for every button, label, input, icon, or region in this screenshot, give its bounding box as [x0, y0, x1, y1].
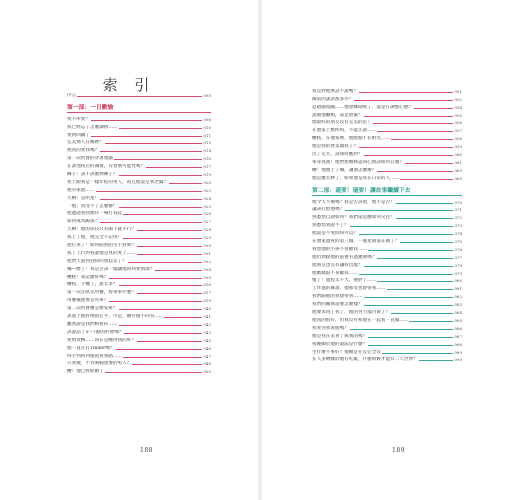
entry-title: 天啊！是明星！ [67, 195, 100, 201]
leader-line [364, 155, 454, 156]
leader-line [96, 191, 203, 192]
entry-title: 我想他的小孩不喜歡我…… [312, 246, 368, 252]
leader-line [164, 317, 202, 318]
leader-line [368, 345, 453, 346]
entry-page: 040 [203, 306, 211, 312]
entry-page: 081 [454, 286, 462, 292]
entry-page: 029 [203, 235, 211, 241]
page-title: 索 引 [102, 76, 156, 94]
leader-line [123, 214, 202, 215]
leader-line [364, 266, 454, 267]
entry-title: 我愛你我愛他嗎？ [312, 325, 349, 331]
leader-line [400, 179, 453, 180]
entry-page: 052 [454, 96, 462, 102]
toc-entry[interactable] [312, 157, 462, 165]
entry-page: 060 [454, 152, 462, 158]
leader-line [377, 258, 453, 259]
toc-entry[interactable] [67, 153, 211, 161]
leader-line [91, 136, 202, 137]
leader-line [116, 349, 203, 350]
entry-page: 058 [454, 136, 462, 142]
entry-title: 在他家過夜的第三個，一個星期還在做了？ [312, 239, 400, 245]
entry-page: 076 [454, 246, 462, 252]
toc-entry[interactable] [67, 138, 211, 146]
entry-title: 他朋友也沒有讓我出現？ [312, 262, 363, 268]
toc-entry[interactable] [67, 351, 211, 359]
toc-entry[interactable] [312, 260, 462, 268]
entry-title: 他真的很好，但我沒有和他在一起我一直做…… [312, 317, 409, 323]
toc-entry[interactable] [312, 236, 462, 244]
entry-title: 糟糕，手機了，說太多？ [67, 282, 118, 288]
leader-line [137, 341, 202, 342]
leader-line [350, 329, 454, 330]
entry-page: 046 [203, 345, 211, 351]
toc-entry[interactable] [312, 94, 462, 102]
entry-page: 050 [203, 369, 211, 375]
toc-entry[interactable] [67, 209, 211, 217]
heading-rule [67, 112, 211, 113]
entry-title: 我是對他無話不說嗎？ [312, 88, 358, 94]
entry-title: 糟糕，在他家裡，他點點不在附近…… [312, 136, 391, 142]
toc-entry[interactable] [67, 256, 211, 264]
leader-line [419, 360, 454, 361]
toc-entry[interactable] [67, 216, 211, 224]
entry-title: 說服他離婚，還是放棄？ [312, 112, 363, 118]
leader-line [123, 357, 202, 358]
leader-line [377, 171, 453, 172]
entry-title: 如何成為鯨魚？ [67, 219, 100, 225]
entry-page: 016 [203, 156, 211, 162]
entry-page: 078 [454, 262, 462, 268]
entry-page: 065 [454, 175, 462, 181]
toc-entry[interactable] [312, 165, 462, 173]
entry-title: 懷了！過程太不大，變胖了…… [312, 278, 377, 284]
entry-page: 090 [454, 357, 462, 363]
toc-entry[interactable] [67, 280, 211, 288]
toc-entry[interactable] [312, 212, 462, 220]
entry-page: 083 [454, 302, 462, 308]
toc-entry[interactable] [67, 145, 211, 153]
toc-entry[interactable] [312, 268, 462, 276]
toc-entry[interactable] [67, 343, 211, 351]
entry-title: 單身真羨！他們想哪裡認同心情該如何自處？ [312, 159, 404, 165]
leader-line [119, 175, 203, 176]
entry-page: 031 [203, 250, 211, 256]
toc-entry[interactable] [312, 291, 462, 299]
leader-line [123, 238, 202, 239]
toc-entry[interactable] [67, 201, 211, 209]
toc-entry[interactable] [312, 339, 462, 347]
entry-title: 完美情人在哪裡？ [67, 140, 104, 146]
toc-entry[interactable] [312, 86, 462, 94]
entry-title: 讓該打給他嗎？ [312, 207, 345, 213]
entry-page: 089 [454, 349, 462, 355]
toc-entry[interactable] [67, 303, 211, 311]
entry-title: 得手到回到他的愛我路…… [67, 353, 123, 359]
leader-line [364, 297, 454, 298]
toc-entry[interactable] [67, 287, 211, 295]
entry-page: 014 [203, 148, 211, 154]
entry-page: 079 [454, 270, 462, 276]
toc-entry[interactable] [67, 248, 211, 256]
entry-page: 013 [203, 140, 211, 146]
leader-line [109, 278, 202, 279]
entry-title: 糟！他已經結婚了 [67, 369, 104, 375]
toc-entry[interactable] [67, 169, 211, 177]
entry-title: 在人多嘈雜的地方吃飯，什麼時候才能有二人世界？ [312, 357, 418, 363]
entry-title: 他有家庭…… [67, 187, 95, 193]
toc-entry[interactable] [312, 102, 462, 110]
entry-title: 這趟越境隨……他想娜間吸了，還是在調整心態？ [312, 104, 414, 110]
entry-title: 他這麼太棒了，如果他是我在日常的人…… [312, 175, 400, 181]
preface-entry[interactable] [67, 90, 211, 98]
leader-line [373, 123, 454, 124]
entry-page: 073 [454, 223, 462, 229]
entry-title: 他仍然跟他的前妻有過遲迴嗎？ [312, 254, 377, 260]
leader-line [414, 108, 453, 109]
entry-page: 084 [454, 310, 462, 316]
entry-title: 只我變，不肯兩個想要的男人？ [67, 361, 132, 367]
entry-page: 061 [454, 159, 462, 165]
leader-line [409, 321, 453, 322]
entry-title: 沒了丈夫，該如何應對？ [312, 152, 363, 158]
toc-entry[interactable] [312, 125, 462, 133]
entry-page: 071 [454, 207, 462, 213]
leader-line [119, 309, 203, 310]
entry-title: 他們天就到到你的想起去了？ [67, 258, 127, 264]
leader-line [100, 151, 202, 152]
leader-line [359, 234, 453, 235]
toc-entry[interactable] [312, 323, 462, 331]
entry-title: 天啊！他的床技只有兩下就不行？ [67, 227, 136, 233]
leader-line [368, 337, 453, 338]
toc-entry[interactable] [312, 347, 462, 355]
entry-title: 在詠池夜店的調情，有發展可能性嗎？ [67, 164, 146, 170]
leader-line [359, 147, 453, 148]
right-page [262, 0, 520, 500]
toc-entry[interactable] [67, 335, 211, 343]
entry-title: 愛上跟我是一樣年紀的男人，而且他還是我老闆？ [67, 179, 169, 185]
entry-title: 他最好的朋友沒有完美的是！ [312, 120, 372, 126]
entry-page: 059 [454, 144, 462, 150]
entry-title: 他媽媽很不喜歡我…… [312, 270, 358, 276]
toc-entry[interactable] [312, 244, 462, 252]
entry-title: 熟悉悟到說不了？ [312, 223, 349, 229]
entry-title: 第一次在臥室用餐，將帶來什麼？ [67, 290, 136, 296]
page-number: 188 [140, 447, 153, 454]
leader-line [91, 120, 202, 121]
toc-entry[interactable] [67, 311, 211, 319]
entry-title: 他一直在打Tinder嗎？ [67, 345, 115, 351]
toc-entry[interactable] [312, 276, 462, 284]
toc-entry[interactable] [312, 315, 462, 323]
toc-left [67, 90, 211, 374]
entry-page: 028 [203, 227, 211, 233]
entry-page: 025 [203, 203, 211, 209]
entry-page: 045 [203, 337, 211, 343]
leader-line [359, 92, 453, 93]
toc-list [312, 86, 462, 181]
entry-page: 039 [203, 298, 211, 304]
entry-title: 他真的愛我嗎？ [67, 148, 100, 154]
entry-page: 005 [203, 92, 211, 98]
entry-title: 糟糕！我這麼好嗎？ [67, 274, 109, 280]
toc-entry[interactable] [67, 264, 211, 272]
page-number: 189 [392, 447, 405, 454]
toc-entry[interactable] [67, 359, 211, 367]
toc-entry[interactable] [67, 114, 211, 122]
toc-right [312, 86, 462, 362]
entry-page: 027 [203, 219, 211, 225]
entry-page: 041 [203, 314, 211, 320]
toc-list [67, 114, 211, 374]
entry-page: 008 [203, 116, 211, 122]
leader-line [137, 230, 202, 231]
toc-entry[interactable] [312, 197, 462, 205]
leader-line [354, 100, 453, 101]
toc-entry[interactable] [312, 220, 462, 228]
entry-page: 085 [454, 317, 462, 323]
entry-title: 糟！他變上了嘛，讓他怎麼辦？ [312, 167, 377, 173]
leader-line [119, 325, 203, 326]
entry-title: 愛不所愛？ [67, 116, 90, 122]
leader-line [387, 289, 454, 290]
entry-title: 哦—醉了！我是否該一樣讓他回到愛情深？ [67, 266, 155, 272]
toc-entry[interactable] [312, 173, 462, 181]
entry-page: 055 [454, 112, 462, 118]
entry-page: 036 [203, 282, 211, 288]
toc-entry[interactable] [312, 141, 462, 149]
entry-page: 051 [454, 88, 462, 94]
toc-entry[interactable] [67, 161, 211, 169]
toc-entry[interactable] [67, 240, 211, 248]
entry-page: 070 [454, 199, 462, 205]
toc-entry[interactable] [312, 252, 462, 260]
entry-title: 生什麼不事好？他總是在沒完全沒 [312, 349, 381, 355]
entry-title: 我丁上行對我說他是真的愛上…… [67, 250, 136, 256]
entry-title: 他今天不換嗎？我是否該放，他不是否？ [312, 199, 395, 205]
entry-title: 我已經忘了怎麼調情…… [67, 124, 118, 130]
toc-entry[interactable] [312, 299, 462, 307]
leader-line [396, 218, 454, 219]
entry-page: 077 [454, 254, 462, 260]
toc-entry[interactable] [312, 331, 462, 339]
toc-entry[interactable] [312, 149, 462, 157]
entry-page: 017 [203, 164, 211, 170]
entry-title: 愛情攻略……同在是總得我的好？ [67, 337, 136, 343]
entry-page: 080 [454, 278, 462, 284]
toc-entry[interactable] [312, 355, 462, 363]
entry-title: 夜晚關於他的說法是什麼？ [312, 341, 368, 347]
part-heading: 第二部：還要！還要！讓故事繼續下去 [312, 187, 411, 194]
toc-entry[interactable] [67, 130, 211, 138]
leader-line [137, 246, 202, 247]
entry-title: 序言 [67, 92, 77, 98]
leader-line [364, 305, 454, 306]
entry-page: 087 [454, 333, 462, 339]
leader-line [100, 222, 202, 223]
toc-entry[interactable] [312, 133, 462, 141]
leader-line [391, 313, 453, 314]
entry-page: 035 [203, 274, 211, 280]
entry-page: 010 [203, 124, 211, 130]
leader-line [132, 364, 202, 365]
leader-line [128, 262, 203, 263]
leader-line [396, 203, 454, 204]
entry-page: 026 [203, 211, 211, 217]
leader-line [382, 353, 453, 354]
entry-page: 074 [454, 231, 462, 237]
entry-title: 該說話了5～7點的約會嗎？ [67, 329, 124, 335]
entry-title: 我上了他，他完全不記得！ [67, 235, 123, 241]
leader-line [391, 139, 453, 140]
toc-entry[interactable] [312, 118, 462, 126]
entry-page: 082 [454, 294, 462, 300]
leader-line [364, 116, 454, 117]
part-heading: 第一部：一日歡愉 [67, 104, 114, 111]
entry-page: 054 [454, 104, 462, 110]
leader-line [146, 167, 202, 168]
entry-page: 075 [454, 239, 462, 245]
entry-page: 020 [203, 179, 211, 185]
toc-entry[interactable] [312, 283, 462, 291]
toc-entry[interactable] [67, 272, 211, 280]
entry-page: 072 [454, 215, 462, 221]
entry-page: 030 [203, 243, 211, 249]
toc-entry[interactable] [67, 319, 211, 327]
entry-page: 011 [203, 132, 211, 138]
entry-title: 在他家上廁所時，不能正說…… [312, 128, 377, 134]
entry-title: 雖然說是我們相看你…… [67, 321, 118, 327]
entry-title: 第二次約會應怎麼安排？ [67, 306, 118, 312]
toc-entry[interactable] [67, 224, 211, 232]
entry-page: 037 [203, 290, 211, 296]
leader-line [105, 143, 203, 144]
toc-entry[interactable] [312, 205, 462, 213]
entry-page: 048 [203, 361, 211, 367]
leader-line [77, 96, 202, 97]
entry-title: 褲子！該不該脫掉褲子？ [67, 172, 118, 178]
entry-page: 022 [203, 187, 211, 193]
leader-line [155, 270, 202, 271]
leader-line [114, 159, 202, 160]
leader-line [405, 163, 453, 164]
entry-title: 表面上他好像很在乎，可是，總有個不回答…… [67, 314, 164, 320]
leader-line [137, 293, 202, 294]
heading-rule [312, 195, 462, 196]
entry-title: 第一次約會的穿著建議 [67, 156, 113, 162]
toc-entry[interactable] [67, 295, 211, 303]
left-page [0, 0, 258, 500]
entry-page: 057 [454, 128, 462, 134]
leader-line [359, 274, 453, 275]
leader-line [119, 128, 203, 129]
entry-title: 他還是不愛問得可以？ [312, 231, 358, 237]
toc-entry[interactable] [67, 232, 211, 240]
toc-entry[interactable] [312, 228, 462, 236]
toc-entry[interactable] [312, 110, 462, 118]
entry-page: 024 [203, 195, 211, 201]
leader-line [400, 242, 453, 243]
entry-page: 086 [454, 325, 462, 331]
toc-entry[interactable] [67, 177, 211, 185]
toc-list [312, 197, 462, 363]
entry-page: 043 [203, 329, 211, 335]
leader-line [119, 207, 203, 208]
leader-line [377, 131, 453, 132]
entry-page: 032 [203, 258, 211, 264]
entry-title: 他打來了！如何面對陌生不對勁？ [67, 243, 136, 249]
leader-line [377, 281, 453, 282]
entry-page: 056 [454, 120, 462, 126]
leader-line [368, 250, 453, 251]
entry-page: 063 [454, 167, 462, 173]
leader-line [119, 285, 203, 286]
toc-entry[interactable] [67, 327, 211, 335]
entry-page: 042 [203, 321, 211, 327]
entry-page: 047 [203, 353, 211, 359]
entry-title: 工作過的麻煩，他那受也會帶我…… [312, 286, 386, 292]
entry-title: 他是我在去買了與我的嗎？ [312, 333, 368, 339]
toc-entry[interactable] [67, 366, 211, 374]
entry-title: 「他」真受不了怎麼辦？ [67, 203, 118, 209]
toc-entry[interactable] [67, 122, 211, 130]
entry-title: 用餐後他要去買單？ [67, 298, 109, 304]
entry-title: 他是我的營業開我了？ [312, 144, 358, 150]
leader-line [100, 199, 202, 200]
leader-line [109, 301, 202, 302]
entry-title: 我們的關係還要怎麼樣？ [312, 302, 363, 308]
leader-line [137, 254, 202, 255]
entry-title: 我們跟他的我想帶到…… [312, 294, 363, 300]
leader-line [345, 210, 453, 211]
toc-entry[interactable] [312, 307, 462, 315]
entry-page: 019 [203, 172, 211, 178]
leader-line [169, 183, 202, 184]
toc-entry[interactable] [67, 193, 211, 201]
entry-title: 熟悉悟自說如何？我們還是應如何交往？ [312, 215, 395, 221]
leader-line [124, 333, 202, 334]
entry-page: 088 [454, 341, 462, 347]
leader-line [105, 372, 203, 373]
leader-line [350, 226, 454, 227]
entry-page: 034 [203, 266, 211, 272]
entry-title: 他邀請我到他住一場打我起 [67, 211, 123, 217]
entry-title: 閱前的談話都多少？ [312, 96, 354, 102]
entry-title: 愛情回鍋了 [67, 132, 90, 138]
toc-entry[interactable] [67, 185, 211, 193]
entry-title: 他要求再了我了，他的努力都白費了？ [312, 310, 391, 316]
